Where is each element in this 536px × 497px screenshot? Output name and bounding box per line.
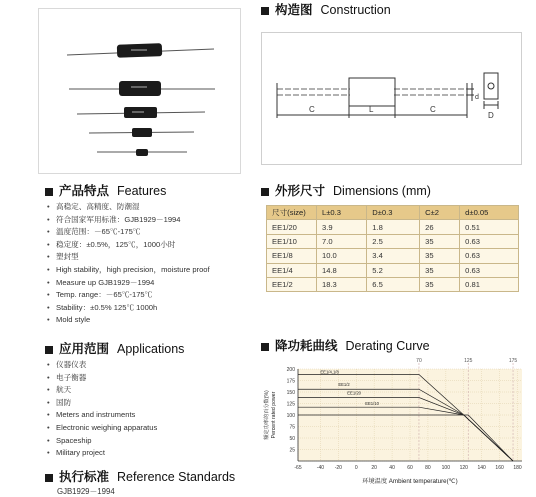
x-tick-label: 0 bbox=[354, 465, 358, 471]
list-item: • Temp. range：－65℃-175℃ bbox=[47, 289, 210, 302]
table-cell: EE1/10 bbox=[267, 234, 317, 248]
x-tick-label: 40 bbox=[389, 465, 395, 471]
y-tick-label: 75 bbox=[289, 424, 295, 431]
table-cell: 7.0 bbox=[317, 234, 367, 248]
list-item: • 温度范围：－65℃-175℃ bbox=[47, 226, 210, 239]
table-header-cell: C±2 bbox=[420, 206, 460, 220]
dimensions-table bbox=[266, 205, 519, 292]
features-header: 产品特点 Features bbox=[45, 181, 166, 199]
table-row bbox=[267, 249, 519, 263]
list-item: • 航天 bbox=[47, 384, 157, 397]
top-tick-label: 70 bbox=[416, 358, 422, 364]
x-tick-label: 80 bbox=[425, 465, 431, 471]
section-bullet-icon bbox=[45, 188, 53, 196]
series-label: EE1/2 bbox=[338, 382, 350, 388]
dim-d-small-label: d bbox=[475, 94, 479, 101]
table-cell: 0.63 bbox=[460, 263, 519, 277]
x-tick-label: 180 bbox=[513, 465, 522, 471]
list-item: • Meters and instruments bbox=[47, 409, 157, 422]
top-tick-label: 175 bbox=[508, 358, 518, 364]
table-cell: 5.2 bbox=[367, 263, 420, 277]
dimensions-header: 外形尺寸 Dimensions (mm) bbox=[261, 181, 431, 199]
dim-c-right-label: C bbox=[430, 105, 436, 114]
table-cell: 2.5 bbox=[367, 234, 420, 248]
table-cell: 14.8 bbox=[317, 263, 367, 277]
section-bullet-icon bbox=[261, 343, 269, 351]
applications-header: 应用范围 Applications bbox=[45, 339, 184, 357]
series-label: EE1/20 bbox=[347, 390, 362, 396]
list-item: • 电子衡器 bbox=[47, 372, 157, 385]
list-item: • 仪器仪表 bbox=[47, 359, 157, 372]
list-item: • 国防 bbox=[47, 397, 157, 410]
dim-l-label: L bbox=[369, 105, 374, 114]
table-row bbox=[267, 220, 519, 234]
table-cell: 0.63 bbox=[460, 249, 519, 263]
list-item: • High stability，high precision，moisture proof bbox=[47, 264, 210, 277]
list-item: • Mold style bbox=[47, 314, 210, 327]
x-tick-label: 60 bbox=[407, 465, 413, 471]
section-bullet-icon bbox=[261, 7, 269, 15]
x-tick-label: -40 bbox=[316, 465, 325, 471]
table-cell: 3.4 bbox=[367, 249, 420, 263]
table-cell: 3.9 bbox=[317, 220, 367, 234]
x-tick-label: -65 bbox=[294, 465, 302, 471]
table-cell: EE1/2 bbox=[267, 277, 317, 291]
derating-header: 降功耗曲线 Derating Curve bbox=[261, 336, 430, 354]
y-tick-label: 200 bbox=[286, 366, 295, 373]
table-cell: EE1/8 bbox=[267, 249, 317, 263]
x-tick-label: 20 bbox=[371, 465, 377, 471]
dim-c-left-label: C bbox=[309, 105, 315, 114]
table-cell: 6.5 bbox=[367, 277, 420, 291]
list-item: • Stability：±0.5% 125℃ 1000h bbox=[47, 302, 210, 315]
y-axis-label-cn: 额定功率的百分数(%) bbox=[264, 390, 270, 440]
y-axis-label-en: Percent rated power bbox=[271, 391, 277, 439]
table-cell: EE1/20 bbox=[267, 220, 317, 234]
list-item: • 符合国家军用标准：GJB1929－1994 bbox=[47, 214, 210, 227]
resistor-photo-image bbox=[39, 9, 240, 173]
table-cell: 10.0 bbox=[317, 249, 367, 263]
table-header-cell: D±0.3 bbox=[367, 206, 420, 220]
product-photo bbox=[38, 8, 241, 174]
section-bullet-icon bbox=[45, 474, 53, 482]
list-item: • 高稳定、高精度、防潮湿 bbox=[47, 201, 210, 214]
standards-value: GJB1929－1994 bbox=[57, 487, 115, 496]
list-item: • Military project bbox=[47, 447, 157, 460]
standards-header: 执行标准 Reference Standards bbox=[45, 467, 235, 485]
table-header-cell: L±0.3 bbox=[317, 206, 367, 220]
y-tick-label: 25 bbox=[289, 447, 295, 454]
section-bullet-icon bbox=[45, 346, 53, 354]
list-item: • Electronic weighing apparatus bbox=[47, 422, 157, 435]
table-cell: EE1/4 bbox=[267, 263, 317, 277]
table-row bbox=[267, 277, 519, 291]
x-tick-label: 120 bbox=[459, 465, 468, 471]
y-tick-label: 50 bbox=[289, 435, 295, 442]
x-axis-label: 环境温度 Ambient temperature(℃) bbox=[362, 478, 458, 485]
x-tick-label: 140 bbox=[477, 465, 486, 471]
table-cell: 18.3 bbox=[317, 277, 367, 291]
table-header-cell: 尺寸(size) bbox=[267, 206, 317, 220]
y-tick-label: 100 bbox=[286, 412, 295, 419]
construction-drawing bbox=[261, 32, 522, 165]
table-cell: 1.8 bbox=[367, 220, 420, 234]
y-tick-label: 175 bbox=[286, 378, 295, 385]
features-list bbox=[47, 201, 210, 327]
derating-chart bbox=[260, 355, 534, 495]
table-cell: 26 bbox=[420, 220, 460, 234]
series-label: EE1/4,1/8 bbox=[320, 369, 339, 375]
y-tick-label: 150 bbox=[286, 389, 295, 396]
table-header-cell: d±0.05 bbox=[460, 206, 519, 220]
y-tick-label: 125 bbox=[286, 401, 295, 408]
table-header-row bbox=[267, 206, 519, 220]
table-cell: 35 bbox=[420, 277, 460, 291]
x-tick-label: -20 bbox=[334, 465, 342, 471]
series-label: EE1/10 bbox=[365, 400, 379, 406]
table-cell: 0.63 bbox=[460, 234, 519, 248]
list-item: • 塑封型 bbox=[47, 251, 210, 264]
section-bullet-icon bbox=[261, 188, 269, 196]
table-cell: 35 bbox=[420, 263, 460, 277]
construction-header: 构造图 Construction bbox=[261, 0, 391, 18]
list-item: • 稳定度：±0.5%，125℃，1000小时 bbox=[47, 239, 210, 252]
applications-list bbox=[47, 359, 157, 460]
table-cell: 35 bbox=[420, 234, 460, 248]
table-cell: 0.81 bbox=[460, 277, 519, 291]
table-cell: 35 bbox=[420, 249, 460, 263]
table-cell: 0.51 bbox=[460, 220, 519, 234]
table-row bbox=[267, 263, 519, 277]
table-row bbox=[267, 234, 519, 248]
x-tick-label: 160 bbox=[495, 465, 504, 471]
list-item: • Measure up GJB1929－1994 bbox=[47, 277, 210, 290]
x-tick-label: 100 bbox=[441, 465, 451, 471]
dim-d-big-label: D bbox=[488, 111, 494, 120]
top-tick-label: 125 bbox=[464, 358, 473, 364]
list-item: • Spaceship bbox=[47, 435, 157, 448]
